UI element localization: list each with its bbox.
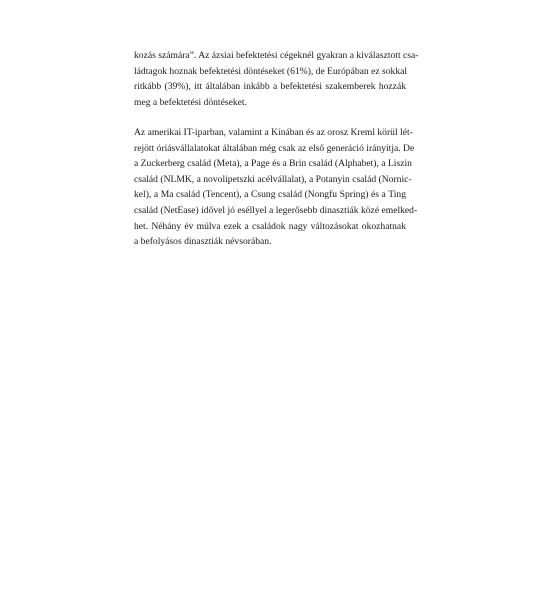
text-line: család (NLMK, a novolipetszki acélvállalat), a Potanyin család (Nornic- bbox=[134, 173, 412, 185]
text-line: kozás számára”. Az ázsiai befektetési cégeknél gyakran a kiválasztott csa- bbox=[134, 50, 419, 61]
text-line: család (NetEase) idővel jó eséllyel a legerősebb dinasztiák közé emelked- bbox=[134, 204, 418, 216]
text-line: a befolyásos dinasztiák névsorában. bbox=[134, 236, 272, 248]
text-line: ládtagok hoznak befektetési döntéseket (61%), de Európában ez sokkal bbox=[134, 65, 408, 77]
paragraph-1 bbox=[134, 48, 419, 110]
paragraph-2 bbox=[134, 125, 418, 250]
text-line: rejött óriásvállalatokat általában még csak az első generáció irányítja. De bbox=[134, 142, 415, 154]
text-line: a Zuckerberg család (Meta), a Page és a Brin család (Alphabet), a Liszin bbox=[134, 158, 412, 170]
text-line: meg a befektetési döntéseket. bbox=[134, 96, 247, 108]
text-line: het. Néhány év múlva ezek a családok nagy változásokat okozhatnak bbox=[134, 220, 406, 232]
text-line: ritkább (39%), itt általában inkább a befektetési szakemberek hozzák bbox=[134, 81, 406, 93]
text-line: Az amerikai IT-iparban, valamint a Kínában és az orosz Kreml körül lét- bbox=[134, 127, 413, 138]
text-line: kel), a Ma család (Tencent), a Csung család (Nongfu Spring) és a Ting bbox=[134, 189, 406, 201]
